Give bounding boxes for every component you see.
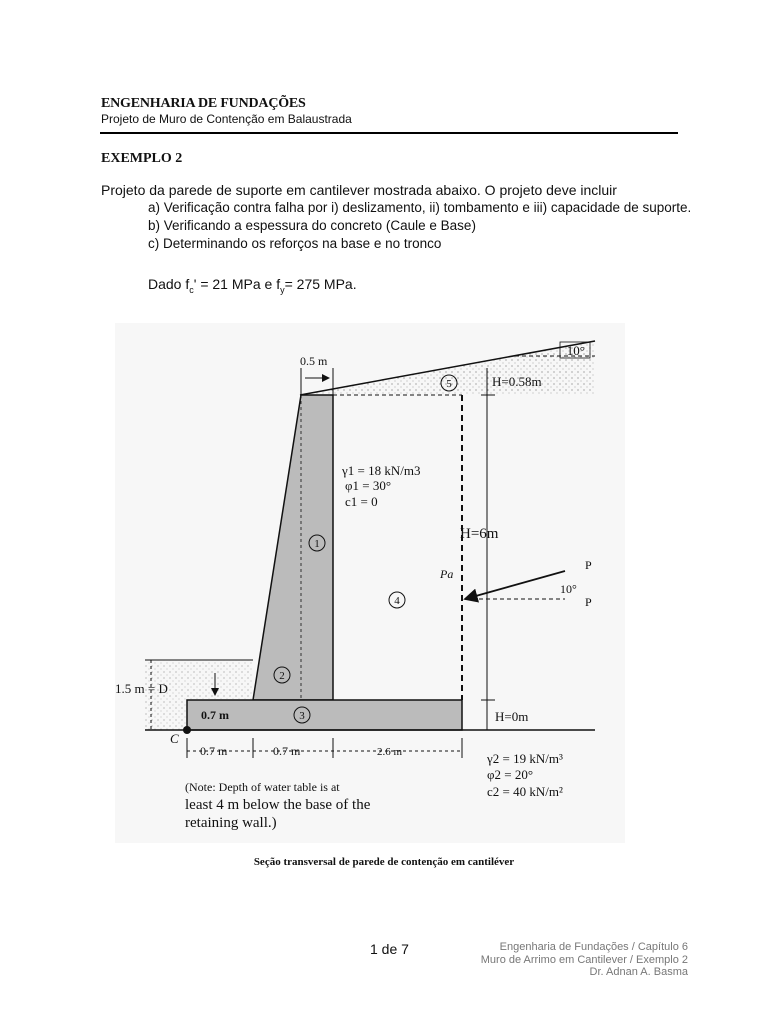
base-thickness-label: 0.7 m bbox=[201, 708, 229, 722]
svg-text:3: 3 bbox=[299, 710, 305, 722]
depth-label: 1.5 m = D bbox=[115, 681, 168, 696]
pa-label: Pa bbox=[440, 567, 454, 581]
phi1-label: φ1 = 30° bbox=[345, 478, 392, 493]
height-base-label: H=0m bbox=[495, 709, 529, 724]
page-number: 1 de 7 bbox=[370, 941, 409, 957]
example-intro: Projeto da parede de suporte em cantilever mostrada abaixo. O projeto deve incluir bbox=[101, 182, 617, 198]
footer-line-1: Engenharia de Fundações / Capítulo 6 bbox=[499, 941, 688, 953]
list-item-b: b) Verificando a espessura do concreto (Caule e Base) bbox=[148, 218, 476, 233]
note-line-1: (Note: Depth of water table is at bbox=[185, 780, 340, 794]
footer-line-2: Muro de Arrimo em Cantilever / Exemplo 2 bbox=[480, 953, 688, 966]
svg-text:5: 5 bbox=[446, 378, 452, 390]
height-top-label: H=0.58m bbox=[492, 374, 542, 389]
pa-angle-label: 10° bbox=[560, 582, 577, 596]
p-lower-label: P bbox=[585, 595, 592, 609]
retaining-wall-diagram bbox=[115, 323, 625, 843]
svg-text:2: 2 bbox=[279, 670, 285, 682]
stem-dim-label: 0.7 m bbox=[273, 744, 301, 758]
figure-caption: Seção transversal de parede de contenção em cantiléver bbox=[253, 856, 515, 868]
heel-dim-label: 2.6 m bbox=[377, 746, 403, 758]
top-width-label: 0.5 m bbox=[300, 354, 328, 368]
example-title: EXEMPLO 2 bbox=[101, 151, 183, 166]
footer-line-3: Dr. Adnan A. Basma bbox=[589, 966, 688, 978]
gamma2-label: γ2 = 19 kN/m³ bbox=[487, 751, 563, 766]
list-item-c: c) Determinando os reforços na base e no tronco bbox=[148, 236, 442, 251]
c1-label: c1 = 0 bbox=[345, 494, 378, 509]
toe-dim-label: 0.7 m bbox=[200, 744, 228, 758]
svg-text:1: 1 bbox=[314, 538, 320, 550]
svg-text:4: 4 bbox=[394, 595, 400, 607]
document-subtitle: Projeto de Muro de Contenção em Balaustrada bbox=[101, 112, 352, 126]
note-line-3: retaining wall.) bbox=[185, 815, 277, 831]
footer-credits bbox=[440, 941, 688, 979]
header-rule bbox=[100, 132, 678, 134]
note-line-2: least 4 m below the base of the bbox=[185, 797, 371, 813]
slope-angle-label: 10° bbox=[566, 343, 585, 358]
gamma1-label: γ1 = 18 kN/m3 bbox=[342, 463, 421, 478]
phi2-label: φ2 = 20° bbox=[487, 767, 534, 782]
height-main-label: H=6m bbox=[460, 526, 499, 542]
document-title: ENGENHARIA DE FUNDAÇÕES bbox=[101, 96, 306, 111]
p-upper-label: P bbox=[585, 558, 592, 572]
list-item-a: a) Verificação contra falha por i) deslizamento, ii) tombamento e iii) capacidade de suporte. bbox=[148, 200, 692, 215]
given-values: Dado $f_c' = 21$ MPa e $f_y= 275$ MPa. bbox=[148, 276, 357, 295]
c2-label: c2 = 40 kN/m² bbox=[487, 784, 563, 799]
point-c-label: C bbox=[170, 731, 179, 746]
